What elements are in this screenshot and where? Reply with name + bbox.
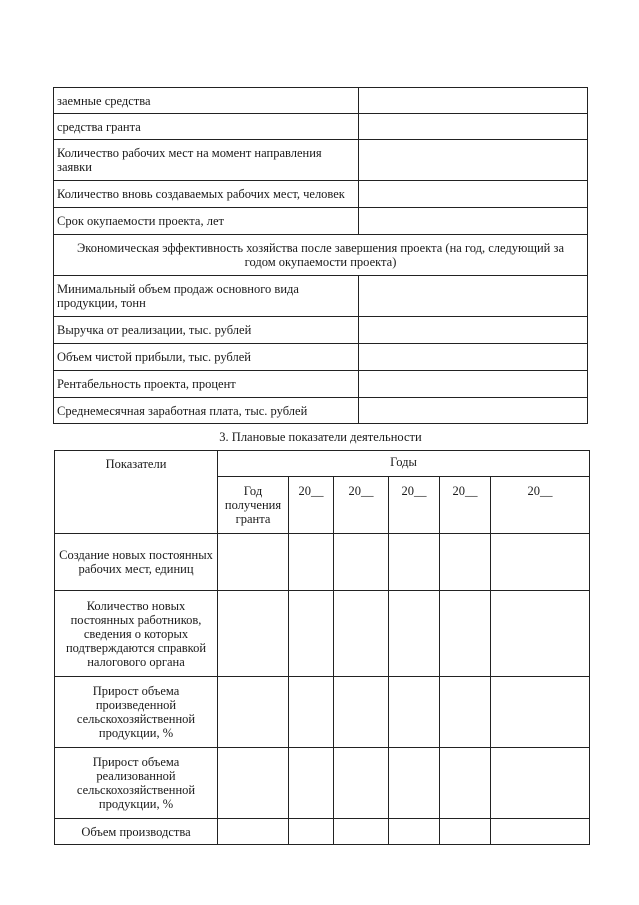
indicator-label: Прирост объема реализованной сельскохозяйственной продукции, % <box>55 748 218 819</box>
row-label: Среднемесячная заработная плата, тыс. рублей <box>54 398 359 424</box>
data-cell <box>334 748 389 819</box>
data-cell <box>491 677 590 748</box>
grant-year-header: Год получения гранта <box>218 477 289 534</box>
year-header: 20__ <box>440 477 491 534</box>
indicator-label: Прирост объема произведенной сельскохозяйственной продукции, % <box>55 677 218 748</box>
table-row <box>54 276 588 317</box>
table-row <box>54 317 588 344</box>
row-value-cell <box>359 140 588 181</box>
table-row <box>54 235 588 276</box>
data-cell <box>334 591 389 677</box>
data-cell <box>218 819 289 845</box>
indicators-column-header: Показатели <box>55 451 218 534</box>
table-row <box>55 677 590 748</box>
planned-indicators-table <box>54 450 590 845</box>
data-cell <box>389 677 440 748</box>
row-value-cell <box>359 276 588 317</box>
indicator-label: Количество новых постоянных работников, сведения о которых подтверждаются справкой налогового органа <box>55 591 218 677</box>
indicator-label: Создание новых постоянных рабочих мест, единиц <box>55 534 218 591</box>
data-cell <box>440 748 491 819</box>
data-cell <box>289 534 334 591</box>
row-value-cell <box>359 88 588 114</box>
data-cell <box>440 534 491 591</box>
data-cell <box>491 748 590 819</box>
row-value-cell <box>359 114 588 140</box>
data-cell <box>440 677 491 748</box>
data-cell <box>289 748 334 819</box>
row-value-cell <box>359 317 588 344</box>
table-row <box>54 398 588 424</box>
data-cell <box>218 748 289 819</box>
table-header-row <box>55 451 590 477</box>
row-label: Количество вновь создаваемых рабочих мест, человек <box>54 181 359 208</box>
table-row <box>54 181 588 208</box>
data-cell <box>289 677 334 748</box>
data-cell <box>218 534 289 591</box>
row-value-cell <box>359 371 588 398</box>
data-cell <box>289 819 334 845</box>
project-indicators-table <box>53 87 588 424</box>
row-value-cell <box>359 344 588 371</box>
data-cell <box>334 819 389 845</box>
row-value-cell <box>359 208 588 235</box>
row-label: Минимальный объем продаж основного вида продукции, тонн <box>54 276 359 317</box>
table-row <box>54 114 588 140</box>
row-label: заемные средства <box>54 88 359 114</box>
data-cell <box>389 748 440 819</box>
row-label: средства гранта <box>54 114 359 140</box>
year-header: 20__ <box>491 477 590 534</box>
year-header: 20__ <box>334 477 389 534</box>
efficiency-section-header: Экономическая эффективность хозяйства после завершения проекта (на год, следующий за годом окупаемости проекта) <box>54 235 588 276</box>
indicator-label: Объем производства <box>55 819 218 845</box>
data-cell <box>334 677 389 748</box>
table-row <box>55 819 590 845</box>
table-row <box>55 534 590 591</box>
table-row <box>55 591 590 677</box>
table-row <box>55 748 590 819</box>
data-cell <box>440 591 491 677</box>
row-label: Рентабельность проекта, процент <box>54 371 359 398</box>
row-label: Срок окупаемости проекта, лет <box>54 208 359 235</box>
table-row <box>54 344 588 371</box>
year-header: 20__ <box>289 477 334 534</box>
year-header: 20__ <box>389 477 440 534</box>
data-cell <box>218 591 289 677</box>
data-cell <box>440 819 491 845</box>
years-column-header: Годы <box>218 451 590 477</box>
data-cell <box>491 591 590 677</box>
row-value-cell <box>359 181 588 208</box>
row-label: Количество рабочих мест на момент направления заявки <box>54 140 359 181</box>
table-row <box>54 140 588 181</box>
row-label: Объем чистой прибыли, тыс. рублей <box>54 344 359 371</box>
section-title: 3. Плановые показатели деятельности <box>219 430 422 444</box>
data-cell <box>289 591 334 677</box>
row-label: Выручка от реализации, тыс. рублей <box>54 317 359 344</box>
data-cell <box>334 534 389 591</box>
table-row <box>54 88 588 114</box>
data-cell <box>491 819 590 845</box>
data-cell <box>389 591 440 677</box>
row-value-cell <box>359 398 588 424</box>
data-cell <box>389 534 440 591</box>
data-cell <box>218 677 289 748</box>
table-row <box>54 208 588 235</box>
data-cell <box>491 534 590 591</box>
data-cell <box>389 819 440 845</box>
table-row <box>54 371 588 398</box>
